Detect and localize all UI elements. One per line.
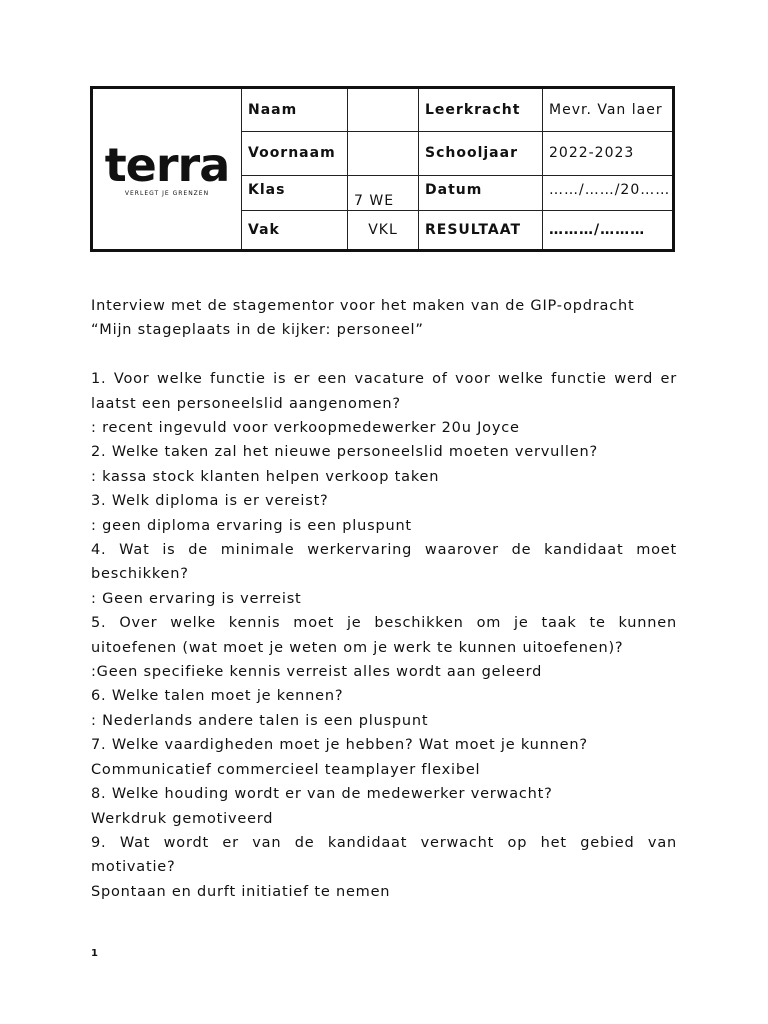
logo-tagline: VERLEGT JE GRENZEN: [124, 189, 210, 197]
klas-value: 7 WE: [348, 175, 419, 211]
question-2: 2. Welke taken zal het nieuwe personeelslid moeten vervullen?: [91, 444, 598, 461]
terra-logo: terra: [104, 137, 230, 192]
answer-5: :Geen specifieke kennis verreist alles wordt aan geleerd: [91, 664, 543, 681]
resultaat-value: ………/………: [543, 211, 674, 251]
vak-value: VKL: [348, 211, 419, 251]
resultaat-label: RESULTAAT: [419, 211, 543, 251]
answer-1: : recent ingevuld voor verkoopmedewerker 20u Joyce: [91, 420, 520, 437]
question-8: 8. Welke houding wordt er van de medewerker verwacht?: [91, 786, 553, 803]
datum-label: Datum: [419, 175, 543, 211]
question-3: 3. Welk diploma is er vereist?: [91, 493, 329, 510]
answer-6: : Nederlands andere talen is een pluspunt: [91, 712, 429, 729]
leerkracht-label: Leerkracht: [419, 88, 543, 132]
question-6: 6. Welke talen moet je kennen?: [91, 688, 344, 705]
question-7: 7. Welke vaardigheden moet je hebben? Wat moet je kunnen?: [91, 737, 588, 754]
header-table: [90, 86, 675, 252]
answer-8: Werkdruk gemotiveerd: [91, 810, 274, 827]
question-5: 5. Over welke kennis moet je beschikken om je taak te kunnen uitoefenen (wat moet je weten om je werk te kunnen uitoefenen)?: [91, 615, 677, 656]
voornaam-field[interactable]: [348, 131, 419, 175]
page-number: 1: [91, 948, 98, 959]
datum-value: ……/……/20……: [543, 175, 674, 211]
logo-cell: [92, 88, 242, 251]
voornaam-label: Voornaam: [242, 131, 348, 175]
question-1: 1. Voor welke functie is er een vacature of voor welke functie werd er laatst een personeelslid aangenomen?: [91, 371, 677, 412]
klas-label: Klas: [242, 175, 348, 211]
answer-7: Communicatief commercieel teamplayer flexibel: [91, 761, 481, 778]
vak-label: Vak: [242, 211, 348, 251]
naam-label: Naam: [242, 88, 348, 132]
leerkracht-value: Mevr. Van laer: [543, 88, 674, 132]
intro-line-1: Interview met de stagementor voor het maken van de GIP-opdracht: [91, 298, 635, 314]
answer-4: : Geen ervaring is verreist: [91, 590, 302, 607]
schooljaar-value: 2022-2023: [543, 131, 674, 175]
schooljaar-label: Schooljaar: [419, 131, 543, 175]
answer-3: : geen diploma ervaring is een pluspunt: [91, 517, 412, 534]
question-9: 9. Wat wordt er van de kandidaat verwacht op het gebied van motivatie?: [91, 834, 677, 876]
intro-line-2: “Mijn stageplaats in de kijker: personeel”: [91, 322, 424, 339]
naam-field[interactable]: [348, 88, 419, 132]
question-4: 4. Wat is de minimale werkervaring waarover de kandidaat moet beschikken?: [91, 542, 677, 583]
interview-body: [91, 294, 677, 904]
answer-2: : kassa stock klanten helpen verkoop taken: [91, 468, 440, 485]
answer-9: Spontaan en durft initiatief te nemen: [91, 883, 391, 900]
